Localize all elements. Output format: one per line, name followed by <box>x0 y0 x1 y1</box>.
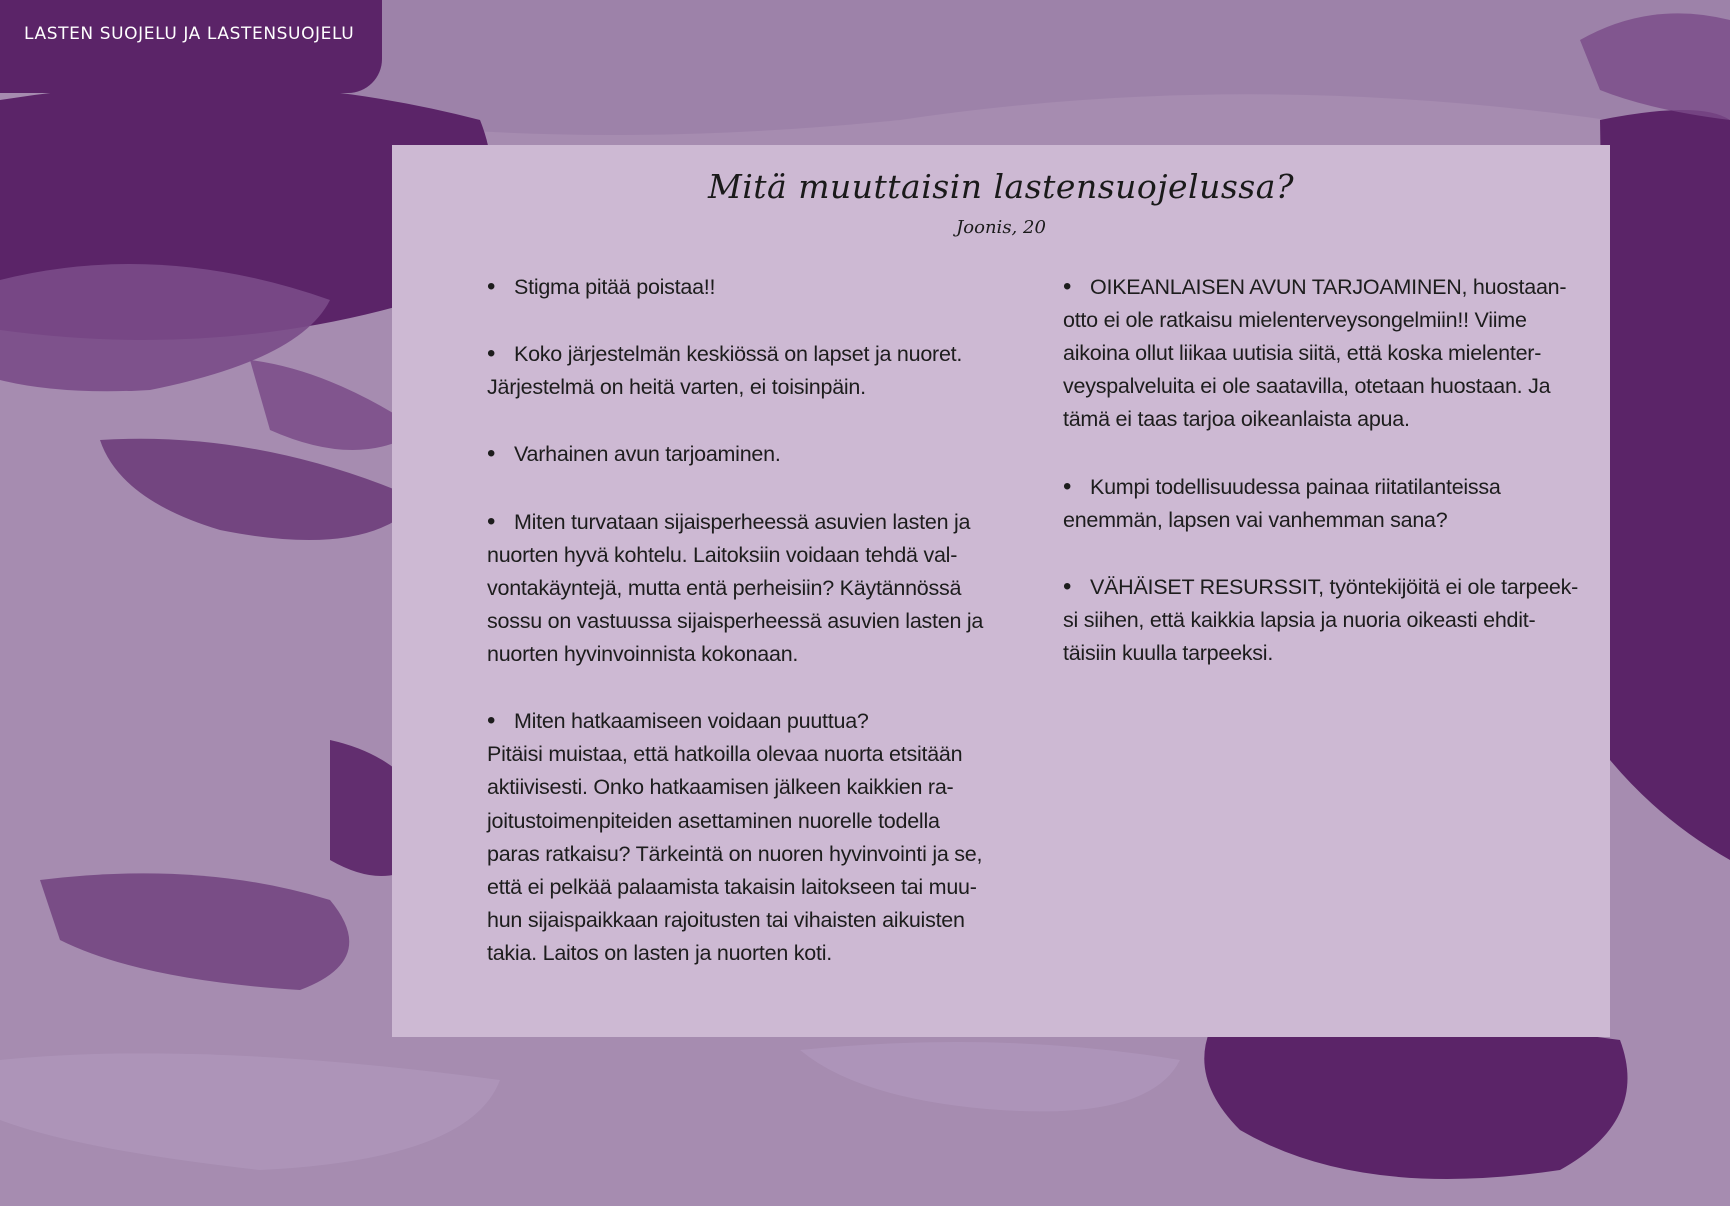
bullet-icon: • <box>1063 572 1072 600</box>
list-item <box>487 437 987 471</box>
list-item-text: Koko järjestelmän keskiössä on lapset ja nuoret. <box>514 342 963 367</box>
list-item-text: hun sijaispaikkaan rajoitusten tai vihaisten aikuisten <box>487 907 965 932</box>
bullet-icon: • <box>487 440 496 468</box>
list-item <box>487 337 987 404</box>
list-item-text: aikoina ollut liikaa uutisia siitä, että koska mielenter- <box>1063 341 1542 366</box>
list-item-text: OIKEANLAISEN AVUN TARJOAMINEN, huostaan- <box>1090 275 1567 299</box>
list-item <box>1063 570 1579 670</box>
list-item-text: tämä ei taas tarjoa oikeanlaista apua. <box>1063 407 1410 432</box>
bullet-icon: • <box>487 707 496 735</box>
list-item-text: VÄHÄISET RESURSSIT, työntekijöitä ei ole tarpeek- <box>1090 574 1579 599</box>
list-item-text: paras ratkaisu? Tärkeintä on nuoren hyvinvointi ja se, <box>487 841 983 866</box>
list-item <box>487 270 987 304</box>
section-title: LASTEN SUOJELU JA LASTENSUOJELU <box>24 24 355 44</box>
list-item-text: Miten hatkaamiseen voidaan puuttua? <box>514 709 869 734</box>
card-title: Mitä muuttaisin lastensuojelussa? <box>707 167 1295 206</box>
left-column <box>487 270 987 1003</box>
list-item-text: vontakäyntejä, mutta entä perheisiin? Käytännössä <box>487 575 962 600</box>
list-item <box>1063 470 1568 537</box>
list-item-text: Stigma pitää poistaa!! <box>514 275 716 299</box>
list-item-text: Miten turvataan sijaisperheessä asuvien lasten ja <box>514 509 971 534</box>
list-item-text: enemmän, lapsen vai vanhemman sana? <box>1063 507 1448 532</box>
list-item <box>1063 270 1568 436</box>
list-item-text: että ei pelkää palaamista takaisin laitokseen tai muu- <box>487 874 977 899</box>
list-item-text: Pitäisi muistaa, että hatkoilla olevaa nuorta etsitään <box>487 742 963 767</box>
bullet-icon: • <box>487 507 496 535</box>
list-item-text: aktiivisesti. Onko hatkaamisen jälkeen kaikkien ra- <box>487 775 954 800</box>
list-item-text: Varhainen avun tarjoaminen. <box>514 442 781 467</box>
card-author: Joonis, 20 <box>956 217 1046 238</box>
list-item-text: nuorten hyvinvoinnista kokonaan. <box>487 642 799 667</box>
bullet-icon: • <box>487 273 496 300</box>
content-card <box>392 145 1610 1037</box>
bullet-icon: • <box>1063 273 1072 300</box>
list-item-text: täisiin kuulla tarpeeksi. <box>1063 641 1274 666</box>
bullet-icon: • <box>1063 472 1072 500</box>
list-item <box>487 704 987 970</box>
list-item-text: takia. Laitos on lasten ja nuorten koti. <box>487 940 832 965</box>
list-item-text: Järjestelmä on heitä varten, ei toisinpäin. <box>487 375 866 400</box>
list-item <box>487 505 987 671</box>
list-item-text: Kumpi todellisuudessa painaa riitatilanteissa <box>1090 474 1501 499</box>
list-item-text: otto ei ole ratkaisu mielenterveysongelmiin!! Viime <box>1063 308 1527 333</box>
right-column <box>1063 270 1579 703</box>
list-item-text: nuorten hyvä kohtelu. Laitoksiin voidaan tehdä val- <box>487 542 958 567</box>
bullet-icon: • <box>487 340 496 368</box>
list-item-text: sossu on vastuussa sijaisperheessä asuvien lasten ja <box>487 608 984 633</box>
section-tab <box>0 0 382 93</box>
list-item-text: joitustoimenpiteiden asettaminen nuorelle todella <box>487 808 940 833</box>
list-item-text: si siihen, että kaikkia lapsia ja nuoria oikeasti ehdit- <box>1063 607 1536 632</box>
list-item-text: veyspalveluita ei ole saatavilla, otetaan huostaan. Ja <box>1063 374 1551 399</box>
